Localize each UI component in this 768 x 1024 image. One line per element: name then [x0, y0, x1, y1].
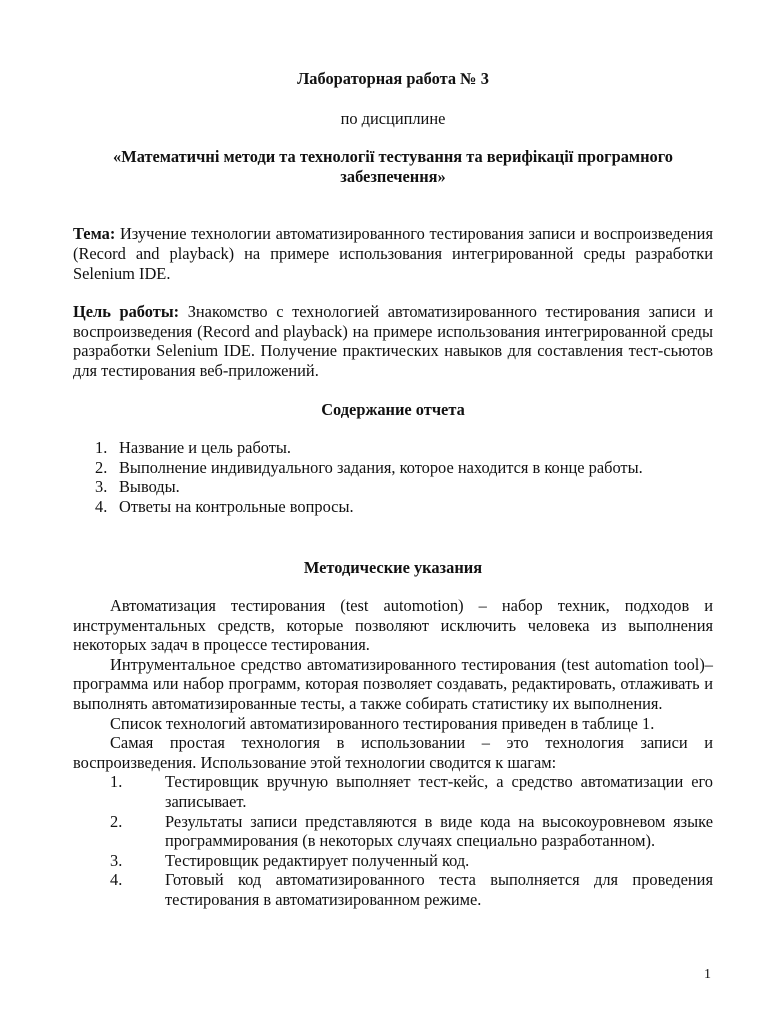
goal-label: Цель работы: — [73, 302, 180, 322]
list-text: Выполнение индивидуального задания, которое находится в конце работы. — [119, 457, 643, 477]
goal-paragraph — [73, 302, 713, 380]
list-text: Тестировщик редактирует полученный код. — [165, 850, 470, 870]
discipline-label: по дисциплине — [340, 108, 446, 128]
list-number: 3. — [110, 850, 123, 870]
list-text: Ответы на контрольные вопросы. — [119, 496, 354, 516]
goal-text: Знакомство с технологией автоматизированного тестирования записи и воспроизведения (Record and playback) на примере использования интегрированной среды разработки Selenium IDE. Получение практических навыков для составления тест-сьютов для тестирования веб-приложений. — [73, 302, 713, 380]
list-item — [73, 497, 713, 517]
list-number: 2. — [95, 457, 108, 477]
list-text: Результаты записи представляются в виде кода на высокоуровневом языке программирования (в некоторых случаях специально разработанном). — [165, 811, 713, 851]
list-number: 2. — [110, 811, 123, 831]
document-body — [73, 69, 713, 910]
paragraph: Самая простая технология в использовании – это технология записи и воспроизведения. Использование этой технологии сводится к шагам: — [73, 733, 713, 772]
report-list — [73, 438, 713, 516]
course-title: «Математичні методи та технології тестування та верифікації програмного забезпечення» — [113, 147, 673, 186]
list-item — [73, 438, 713, 458]
list-item — [73, 870, 713, 909]
list-item — [73, 772, 713, 811]
list-item — [73, 851, 713, 871]
paragraph: Автоматизация тестирования (test automotion) – набор техник, подходов и инструментальных средств, которые позволяют исключить человека из выполнения некоторых задач в процессе тестирования. — [73, 596, 713, 655]
steps-list — [73, 772, 713, 909]
list-item — [73, 477, 713, 497]
guidelines-heading: Методические указания — [303, 557, 483, 577]
topic-label: Тема: — [73, 224, 116, 244]
document-title: Лабораторная работа № 3 — [297, 69, 489, 88]
list-text: Выводы. — [119, 477, 180, 497]
list-text: Тестировщик вручную выполняет тест-кейс, а средство автоматизации его записывает. — [165, 772, 713, 812]
list-number: 4. — [95, 496, 108, 516]
list-number: 3. — [95, 477, 108, 497]
list-number: 1. — [95, 438, 108, 458]
list-number: 1. — [110, 772, 123, 792]
list-item — [73, 458, 713, 478]
topic-text: Изучение технологии автоматизированного тестирования записи и воспроизведения (Record and playback) на примере использования интегрированной среды разработки Selenium IDE. — [73, 224, 713, 283]
list-text: Название и цель работы. — [119, 438, 292, 458]
list-text: Готовый код автоматизированного теста выполняется для проведения тестирования в автоматизированном режиме. — [165, 870, 713, 909]
page-number: 1 — [704, 967, 711, 982]
list-number: 4. — [110, 870, 123, 890]
report-heading: Содержание отчета — [321, 399, 465, 419]
paragraph: Интрументальное средство автоматизированного тестирования (test automation tool)– программа или набор программ, которая позволяет создавать, редактировать, отлаживать и выполнять автоматизированные тесты, а также собирать статистику их выполнения. — [73, 654, 713, 714]
list-item — [73, 812, 713, 851]
topic-paragraph — [73, 224, 713, 283]
paragraph: Список технологий автоматизированного тестирования приведен в таблице 1. — [110, 713, 655, 733]
